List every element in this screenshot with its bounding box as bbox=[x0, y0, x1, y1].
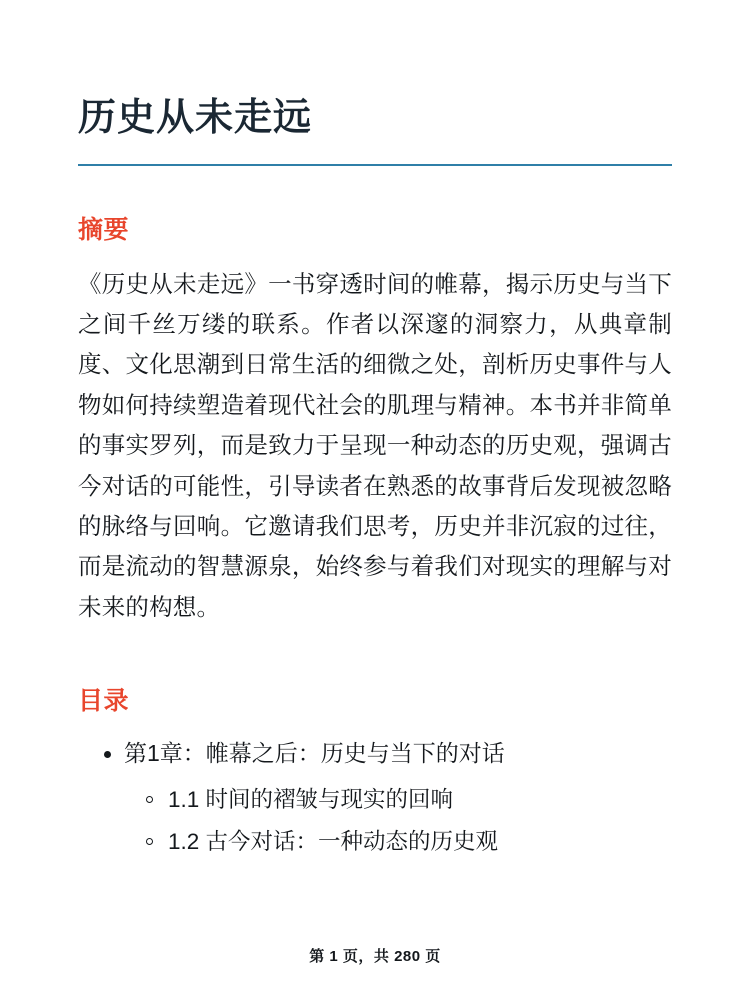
abstract-heading: 摘要 bbox=[78, 215, 130, 244]
list-item[interactable] bbox=[124, 782, 672, 818]
toc-list bbox=[78, 735, 672, 861]
toc-subitem-label: 1.2 古今对话：一种动态的历史观 bbox=[168, 829, 499, 855]
title-divider bbox=[78, 164, 672, 166]
toc-subitem-label: 1.1 时间的褶皱与现实的回响 bbox=[168, 787, 454, 813]
toc-sublist bbox=[124, 782, 672, 861]
page-footer: 第 1 页，共 280 页 bbox=[309, 948, 441, 965]
list-item[interactable] bbox=[78, 735, 672, 861]
abstract-text: 《历史从未走远》一书穿透时间的帷幕，揭示历史与当下之间千丝万缕的联系。作者以深邃的洞察力，从典章制度、文化思潮到日常生活的细微之处，剖析历史事件与人物如何持续塑造着现代社会的肌理与精神。本书并非简单的事实罗列，而是致力于呈现一种动态的历史观，强调古今对话的可能性，引导读者在熟悉的故事背后发现被忽略的脉络与回响。它邀请我们思考，历史并非沉寂的过往，而是流动的智慧源泉，始终参与着我们对现实的理解与对未来的构想。 bbox=[78, 270, 672, 620]
toc-heading: 目录 bbox=[78, 687, 130, 716]
page-title: 历史从未走远 bbox=[78, 97, 313, 139]
toc-chapter-label: 第1章：帷幕之后：历史与当下的对话 bbox=[124, 740, 505, 767]
list-item[interactable] bbox=[124, 824, 672, 860]
